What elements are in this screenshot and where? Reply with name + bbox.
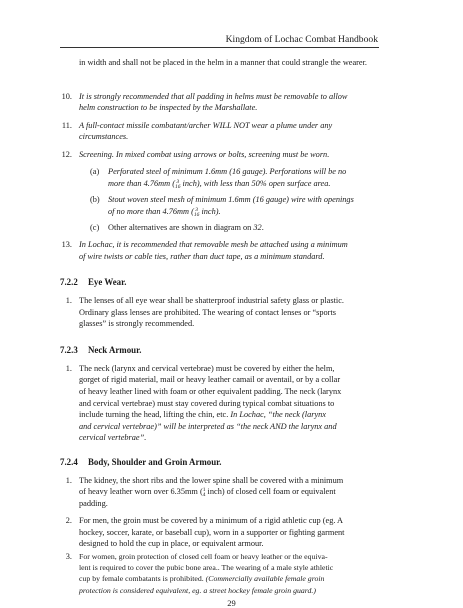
section-heading-body-armour: 7.2.4 Body, Shoulder and Groin Armour. <box>60 457 222 468</box>
list-item-10-line: helm construction to be inspected by the Marshallate. <box>79 103 258 113</box>
continued-text: in width and shall not be placed in the helm in a manner that could strangle the wearer. <box>79 57 367 67</box>
list-item-11-line: circumstances. <box>79 132 129 142</box>
diagram-reference: 32 <box>253 222 262 232</box>
list-number: 13. <box>61 240 72 250</box>
groin-men-line: For men, the groin must be covered by a minimum of a rigid athletic cup (eg. A <box>79 516 344 526</box>
neck-armour-line: gorget of rigid material, mail or heavy leather camail or aventail, or by a collar <box>79 375 341 385</box>
list-item-11-line: A full-contact missile combatant/archer WILL NOT wear a plume under any <box>79 120 333 130</box>
eye-wear-line: glasses” is strongly recommended. <box>79 319 195 329</box>
sublist-letter: (a) <box>90 166 100 176</box>
groin-men-line: hockey, soccer, karate, or baseball cup), worn in a supporter or fighting garment <box>79 527 345 537</box>
fraction: 3 16 <box>193 206 200 218</box>
list-number: 1. <box>65 363 72 373</box>
groin-women-line: cup by female combatants is prohibited. (Commercially available female groin <box>79 574 325 584</box>
sublist-b-line: of no more than 4.76mm ( 3 16 inch). <box>108 206 221 218</box>
groin-women-line: lent is required to cover the pubic bone area.. The wearing of a male style athletic <box>79 563 334 573</box>
list-number: 1. <box>65 296 72 306</box>
list-number: 3. <box>65 551 72 561</box>
fraction: 1 4 <box>202 487 206 499</box>
list-number: 2. <box>65 516 72 526</box>
list-number: 11. <box>61 120 72 130</box>
sublist-b-line: Stout woven steel mesh of minimum 1.6mm (16 gauge) wire with openings <box>108 194 354 204</box>
page-number: 29 <box>227 598 236 608</box>
neck-armour-line: cervical vertebrae”. <box>79 433 147 443</box>
list-number: 1. <box>65 475 72 485</box>
groin-women-line: For women, groin protection of closed cell foam or heavy leather or the equiva- <box>79 551 328 561</box>
body-armour-line: of heavy leather worn over 6.35mm ( 1 4 inch) of closed cell foam or equivalent <box>79 487 336 499</box>
section-heading-eye-wear: 7.2.2 Eye Wear. <box>60 276 127 287</box>
neck-armour-line: and cervical vertebrae)” will be interpreted as “the neck AND the larynx and <box>79 421 337 431</box>
neck-armour-line: of heavy leather lined with foam or other equivalent padding. The neck (larynx <box>79 387 342 396</box>
body-armour-line: padding. <box>79 498 108 508</box>
body-armour-line: The kidney, the short ribs and the lower spine shall be covered with a minimum <box>79 475 344 485</box>
neck-armour-line: The neck (larynx and cervical vertebrae) must be covered by either the helm, <box>79 363 335 373</box>
list-item-13-line: of wire twists or cable ties, rather than duct tape, as a minimum standard. <box>79 251 325 261</box>
neck-armour-line: include turning the head, lifting the chin, etc. In Lochac, “the neck (larynx <box>79 410 326 420</box>
section-heading-neck-armour: 7.2.3 Neck Armour. <box>60 344 142 355</box>
eye-wear-line: Ordinary glass lenses are prohibited. The wearing of contact lenses or “sports <box>79 307 336 317</box>
continued-paragraph <box>79 57 379 69</box>
groin-women-line: protection is considered equivalent, eg. a street hockey female groin guard.) <box>79 585 316 595</box>
fraction: 3 16 <box>174 178 181 190</box>
sublist-a-line: Perforated steel of minimum 1.6mm (16 gauge). Perforations will be no <box>108 166 347 176</box>
sublist-letter: (c) <box>90 222 100 232</box>
header-rule <box>60 47 379 48</box>
list-item-13-line: In Lochac, it is recommended that removable mesh be attached using a minimum <box>79 240 348 250</box>
neck-armour-line: and cervical vertebrae) must stay covered during typical combat situations to <box>79 398 335 408</box>
sublist-a-line: more than 4.76mm ( 3 16 inch), with less than 50% open surface area. <box>108 178 331 190</box>
list-item-10-line: It is strongly recommended that all padding in helms must be removable to allow <box>79 91 348 101</box>
sublist-c-line: Other alternatives are shown in diagram on 32. <box>108 222 264 232</box>
list-item-12-text: Screening. In mixed combat using arrows or bolts, screening must be worn. <box>79 149 330 159</box>
list-number: 12. <box>61 149 72 159</box>
groin-men-line: designed to hold the cup in place, or equivalent armour. <box>79 539 264 549</box>
list-number: 10. <box>61 91 72 101</box>
eye-wear-line: The lenses of all eye wear shall be shatterproof industrial safety glass or plastic. <box>79 296 344 306</box>
running-header: Kingdom of Lochac Combat Handbook <box>225 34 378 45</box>
sublist-letter: (b) <box>90 194 100 204</box>
